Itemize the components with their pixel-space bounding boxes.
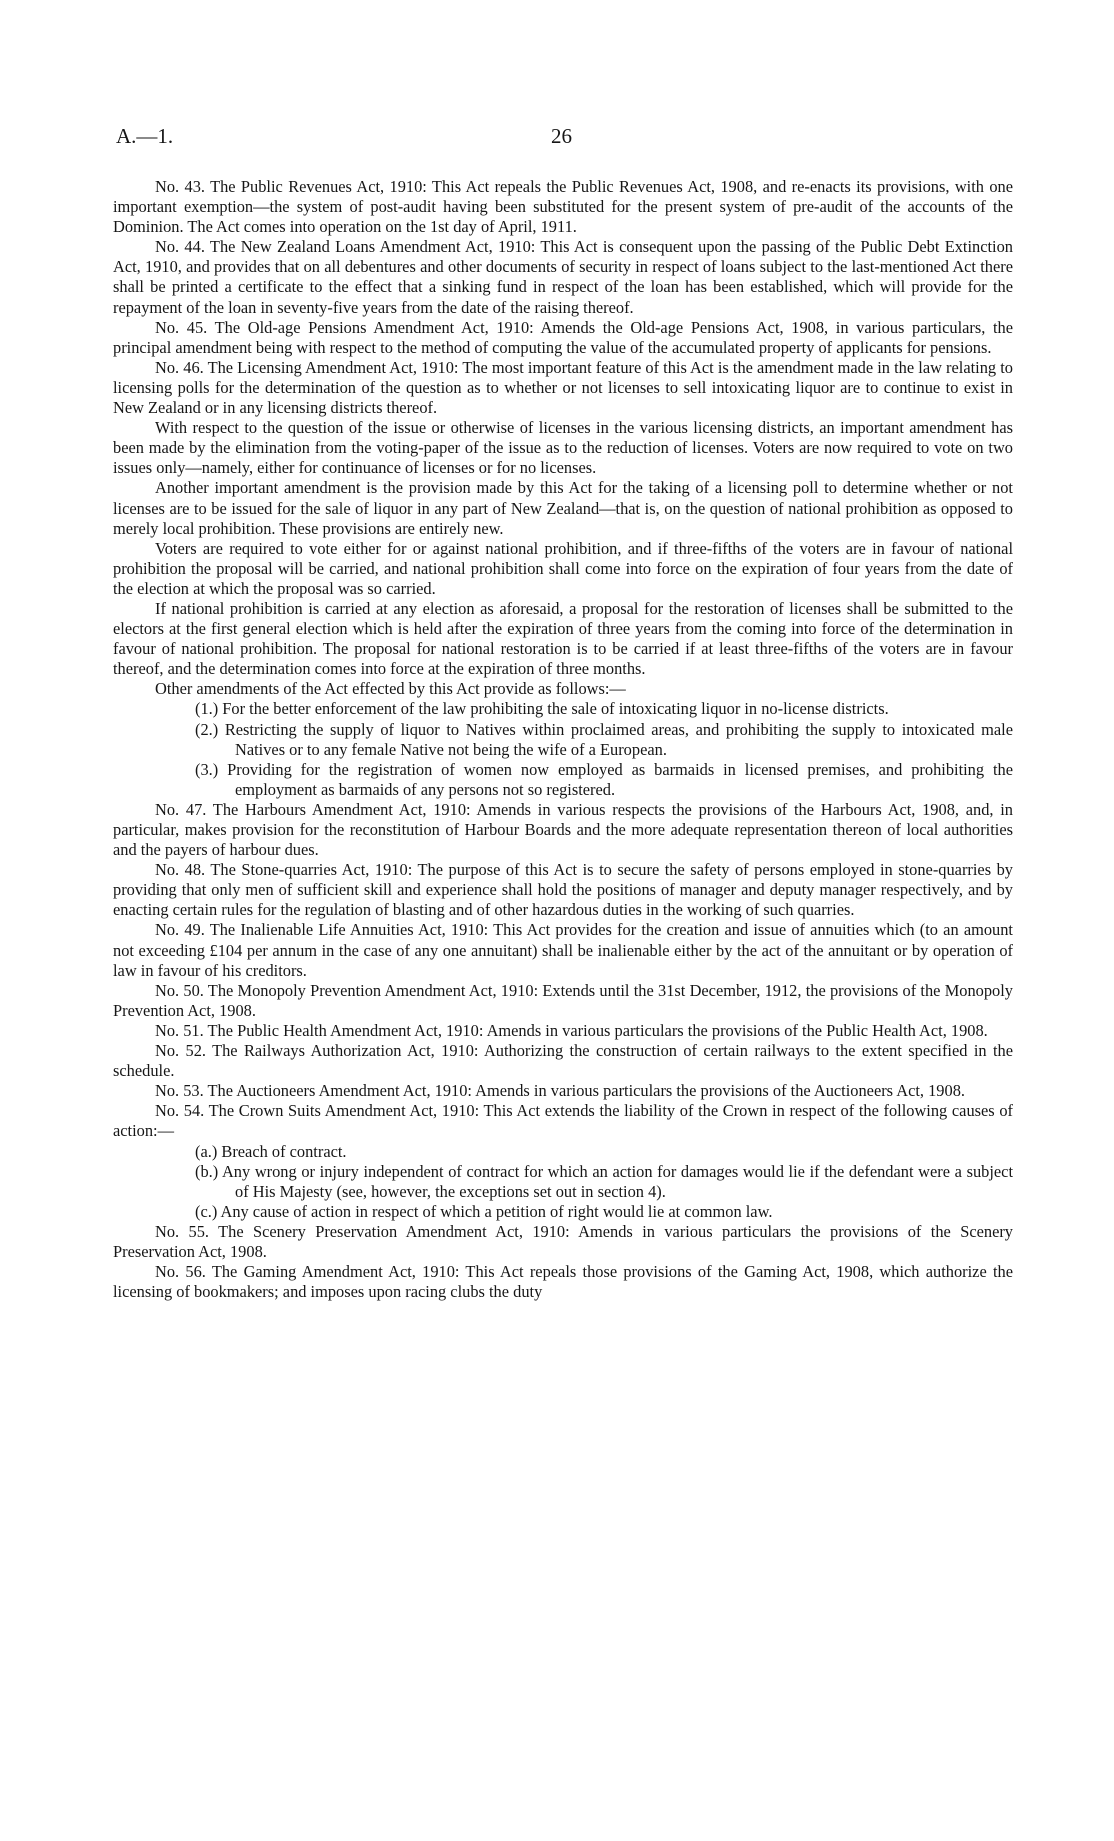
- list-item: (c.) Any cause of action in respect of which a petition of right would lie at common law.: [195, 1201, 773, 1221]
- page-number: 26: [551, 124, 572, 148]
- paragraph: No. 51. The Public Health Amendment Act, 1910: Amends in various particulars the provisions of the Public Health Act, 1908.: [155, 1020, 988, 1040]
- page-header: [116, 124, 1014, 154]
- paragraph: No. 48. The Stone-quarries Act, 1910: The purpose of this Act is to secure the safety of persons employed in stone-quarries by providing that only men of sufficient skill and experience shall hold the positions of manager and deputy manager respectively, and by enacting certain rules for the regulation of blasting and of other hazardous duties in the working of such quarries.: [113, 860, 1013, 920]
- paragraph: No. 55. The Scenery Preservation Amendment Act, 1910: Amends in various particulars the provisions of the Scenery Preservation Act, 1908.: [113, 1221, 1013, 1261]
- paragraph: Other amendments of the Act effected by this Act provide as follows:—: [155, 679, 626, 699]
- paragraph: No. 50. The Monopoly Prevention Amendment Act, 1910: Extends until the 31st December, 1912, the provisions of the Monopoly Prevention Act, 1908.: [113, 980, 1013, 1020]
- list-item: (1.) For the better enforcement of the law prohibiting the sale of intoxicating liquor in no-license districts.: [195, 699, 889, 719]
- paragraph: Another important amendment is the provision made by this Act for the taking of a licensing poll to determine whether or not licenses are to be issued for the sale of liquor in any part of New Zealand—that is, on the question of national prohibition as opposed to merely local prohibition. These provisions are entirely new.: [113, 478, 1013, 538]
- paragraph: If national prohibition is carried at any election as aforesaid, a proposal for the restoration of licenses shall be submitted to the electors at the first general election which is held after the expiration of three years from the coming into force of the determination in favour of national prohibition. The proposal for national restoration is to be carried if at least three-fifths of the voters are in favour thereof, and the determination comes into force at the expiration of three months.: [113, 598, 1013, 679]
- paper-reference: A.—1.: [116, 124, 174, 148]
- paragraph: No. 47. The Harbours Amendment Act, 1910: Amends in various respects the provisions of the Harbours Act, 1908, and, in particular, makes provision for the reconstitution of Harbour Boards and the more adequate representation thereon of local authorities and the payers of harbour dues.: [113, 799, 1013, 860]
- paragraph: No. 49. The Inalienable Life Annuities Act, 1910: This Act provides for the creation and issue of annuities which (to an amount not exceeding £104 per annum in the case of any one annuitant) shall be inalienable either by the act of the annuitant or by operation of law in favour of his creditors.: [113, 920, 1013, 980]
- list-item: (b.) Any wrong or injury independent of contract for which an action for damages would lie if the defendant were a subject of His Majesty (see, however, the exceptions set out in section 4).: [195, 1161, 1013, 1201]
- paragraph: No. 45. The Old-age Pensions Amendment Act, 1910: Amends the Old-age Pensions Act, 1908, in various particulars, the principal amendment being with respect to the method of computing the value of the accumulated property of applicants for pensions.: [113, 317, 1013, 357]
- list-item: (2.) Restricting the supply of liquor to Natives within proclaimed areas, and prohibiting the supply to intoxicated male Natives or to any female Native not being the wife of a European.: [195, 719, 1013, 759]
- list-item: (a.) Breach of contract.: [195, 1141, 347, 1161]
- list-item: (3.) Providing for the registration of women now employed as barmaids in licensed premises, and prohibiting the employment as barmaids of any persons not so registered.: [195, 759, 1013, 799]
- paragraph: With respect to the question of the issue or otherwise of licenses in the various licensing districts, an important amendment has been made by the elimination from the voting-paper of the issue as to the reduction of licenses. Voters are now required to vote on two issues only—namely, either for continuance of licenses or for no licenses.: [113, 418, 1013, 478]
- paragraph: No. 44. The New Zealand Loans Amendment Act, 1910: This Act is consequent upon the passing of the Public Debt Extinction Act, 1910, and provides that on all debentures and other documents of security in respect of loans subject to the last-mentioned Act there shall be printed a certificate to the effect that a sinking fund in respect of the loan has been established, which will provide for the repayment of the loan in seventy-five years from the date of the raising thereof.: [113, 237, 1013, 317]
- paragraph: Voters are required to vote either for or against national prohibition, and if three-fifths of the voters are in favour of national prohibition the proposal will be carried, and national prohibition shall come into force on the expiration of four years from the date of the election at which the proposal was so carried.: [113, 538, 1013, 598]
- paragraph: No. 52. The Railways Authorization Act, 1910: Authorizing the construction of certain railways to the extent specified in the schedule.: [113, 1041, 1013, 1081]
- paragraph: No. 54. The Crown Suits Amendment Act, 1910: This Act extends the liability of the Crown in respect of the following causes of action:—: [113, 1101, 1013, 1141]
- paragraph: No. 46. The Licensing Amendment Act, 1910: The most important feature of this Act is the amendment made in the law relating to licensing polls for the determination of the question as to whether or not licenses to sell intoxicating liquor are to continue to exist in New Zealand or in any licensing districts thereof.: [113, 357, 1013, 418]
- paragraph: No. 56. The Gaming Amendment Act, 1910: This Act repeals those provisions of the Gaming Act, 1908, which authorize the licensing of bookmakers; and imposes upon racing clubs the duty: [113, 1262, 1013, 1302]
- paragraph: No. 43. The Public Revenues Act, 1910: This Act repeals the Public Revenues Act, 1908, and re-enacts its provisions, with one important exemption—the system of post-audit having been substituted for the present system of pre-audit of the accounts of the Dominion. The Act comes into operation on the 1st day of April, 1911.: [113, 177, 1013, 237]
- paragraph: No. 53. The Auctioneers Amendment Act, 1910: Amends in various particulars the provisions of the Auctioneers Act, 1908.: [155, 1081, 965, 1101]
- body-text: [113, 177, 1013, 1302]
